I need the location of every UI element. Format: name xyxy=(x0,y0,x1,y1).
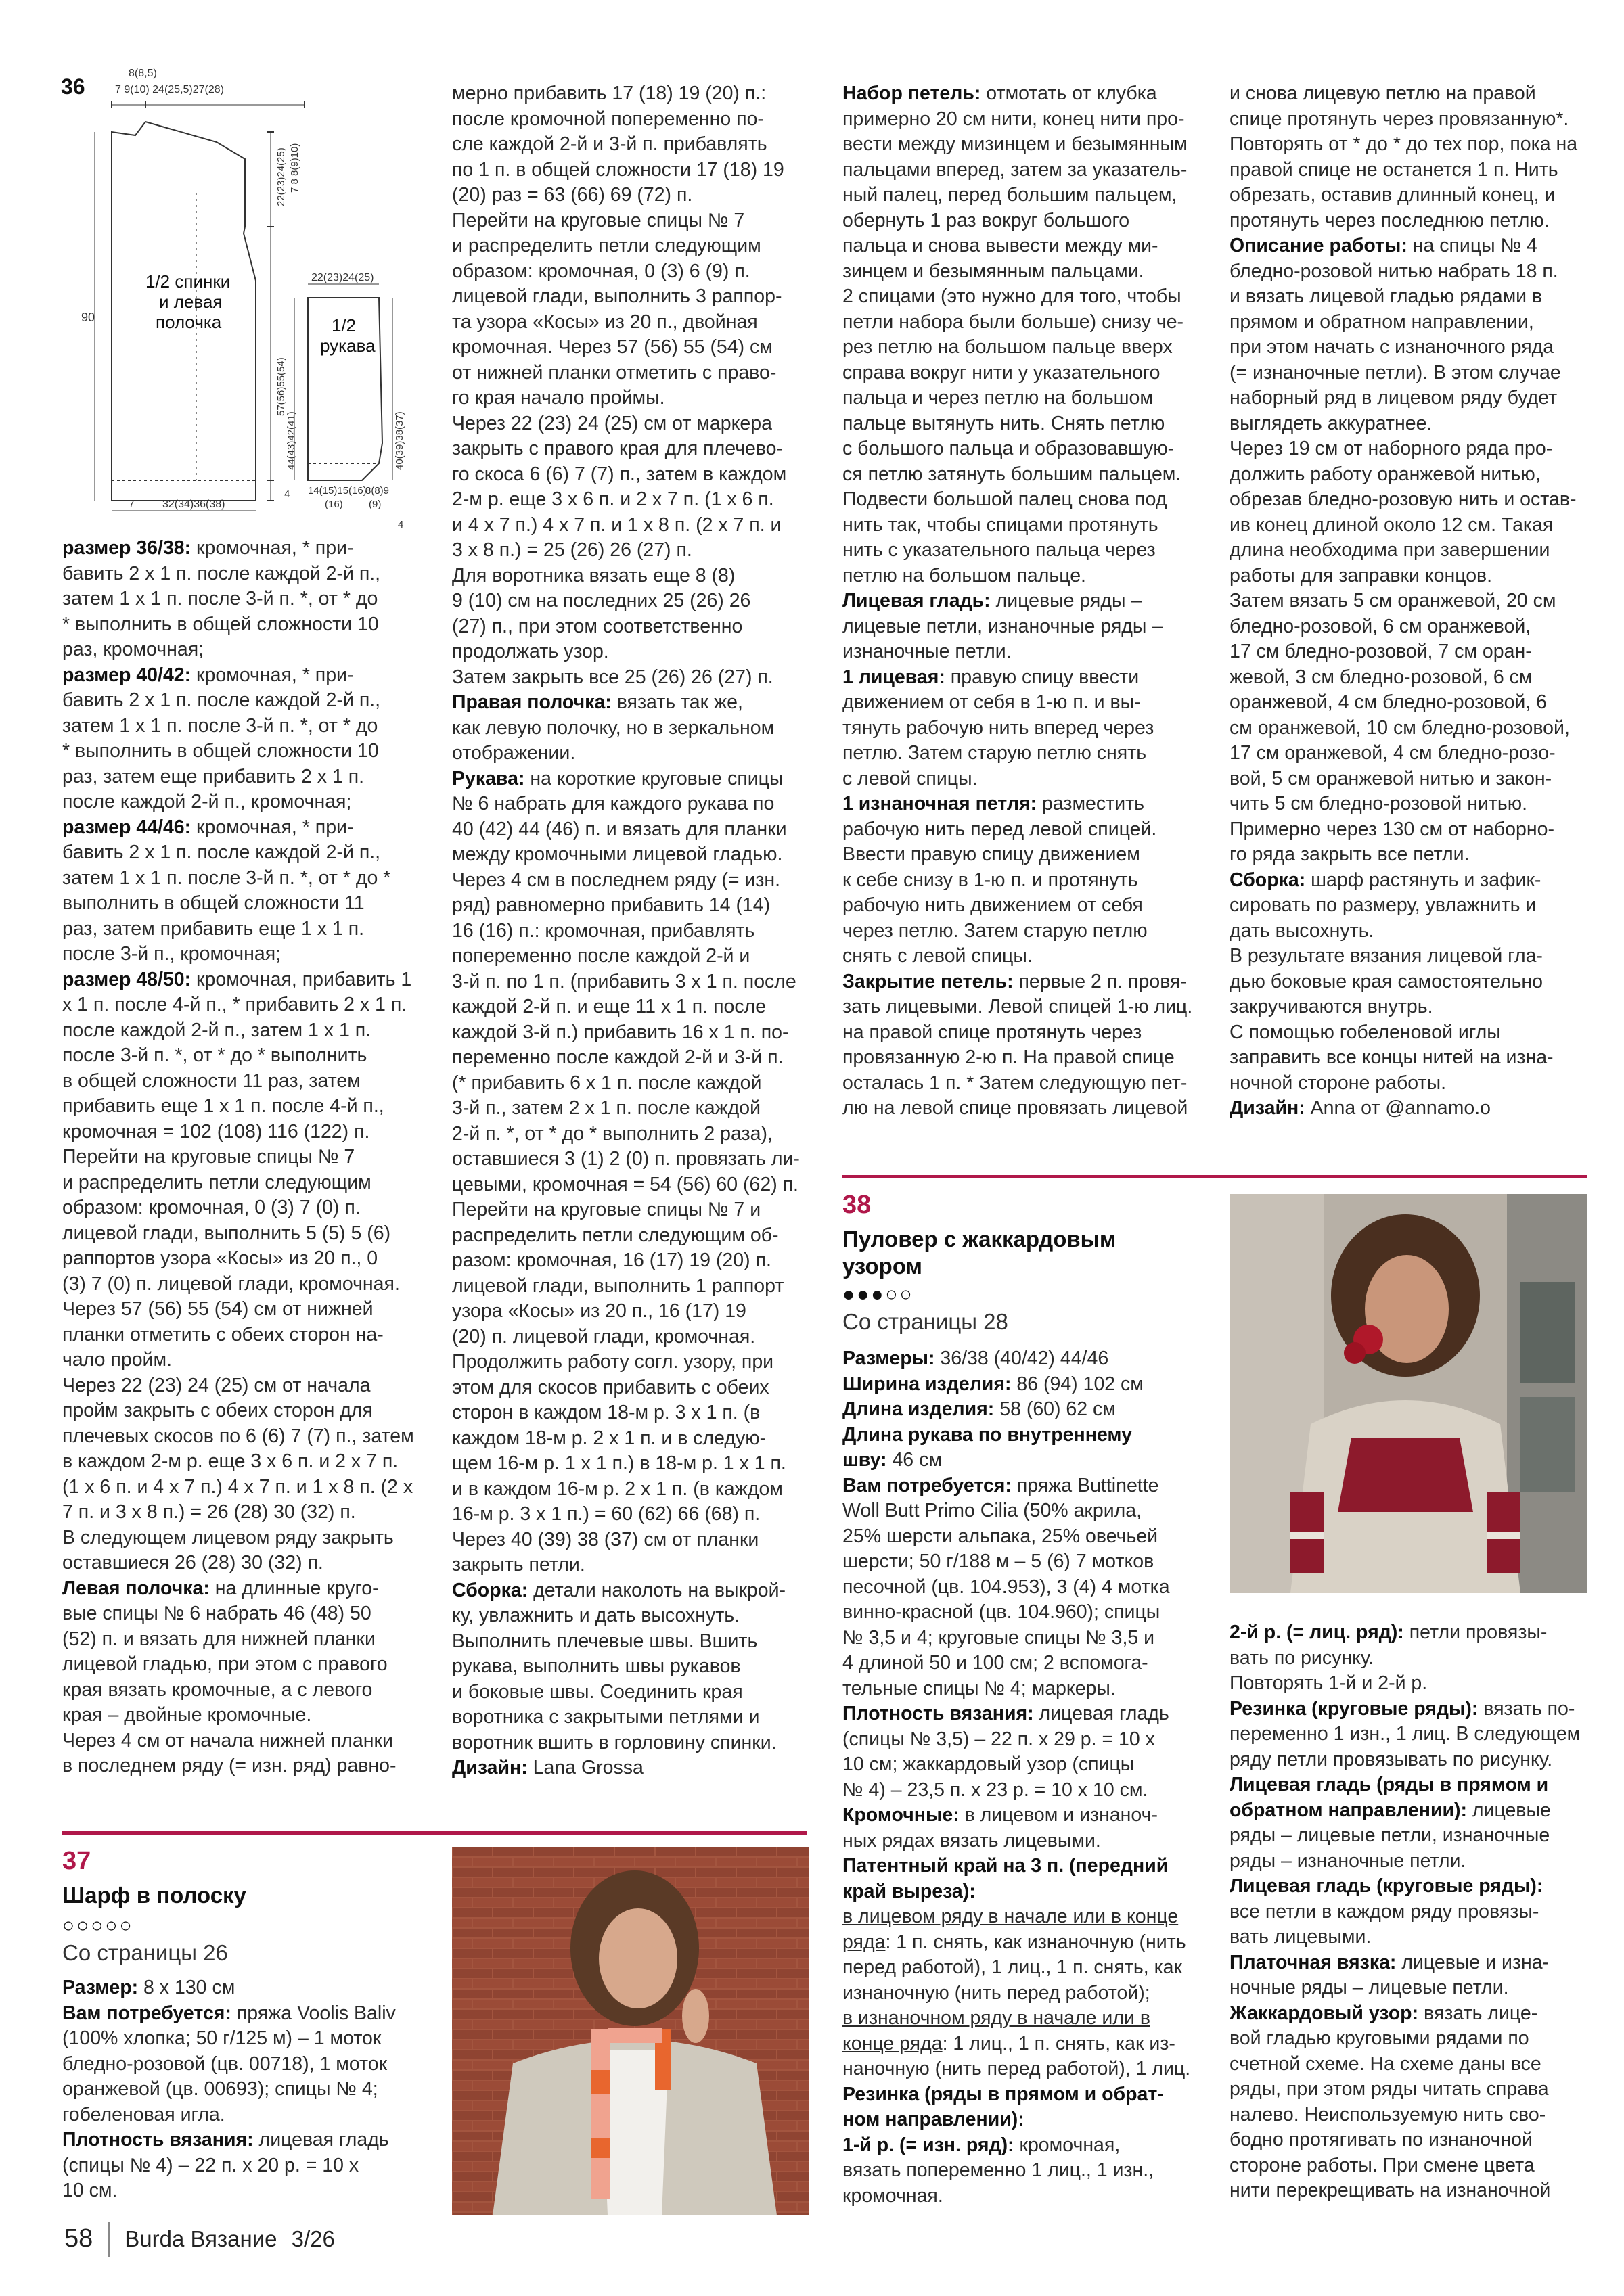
section-38-title: Пуловер с жаккардовым узором xyxy=(842,1226,1116,1279)
column-4-text: и снова лицевую петлю на правой спице протянуть через провязанную*. Повторять от * до * до тех пор, пока на правой спице не останется 1 п. Нить обрезать, оставив длинный конец, и протянуть через последнюю петлю. Описание работы: на спицы № 4 бледно-розовой нитью набрать 18 п. и вязать лицевой гладью рядами в прямом и обратном направлении, при этом начать с изнаночного ряда (= изнаночные петли). В этом случае наборный ряд в лицевом ряду будет выглядеть аккуратнее. Через 19 см от наборного ряда про- должить работу оранжевой нитью, обрезав бледно-розовую нить и остав- ив конец длиной около 12 см. Такая длина необходима при завершении работы для заправки концов. Затем вязать 5 см оранжевой, 20 см бледно-розовой, 6 см оранжевой, 17 см бледно-розовой, 7 см оран- жевой, 3 см бледно-розовой, 6 см оранжевой, 4 см бледно-розовой, 6 см оранжевой, 10 см бледно-розовой, 17 см оранжевой, 4 см бледно-розо- вой, 5 см оранжевой нитью и закон- чить 5 см бледно-розовой нитью. Примерно через 130 см от наборно- го ряда закрыть все петли. Сборка: шарф растянуть и зафик- сировать по размеру, увлажнить и дать высохнуть. В результате вязания лицевой гла- дью боковые края самостоятельно закручиваются внутрь. С помощью гобеленовой иглы заправить все концы нитей на изна- ночной стороне работы. Дизайн: Anna от @annamo.o xyxy=(1230,83,1578,1119)
sweater-photo xyxy=(1230,1194,1587,1593)
schematic-back-label-1: 1/2 спинки xyxy=(145,271,231,292)
schematic-sleeve-label-2: рукава xyxy=(320,336,376,356)
schematic-sleeve-label-1: 1/2 xyxy=(332,315,357,336)
schematic-back-label-2: и левая xyxy=(159,292,223,312)
section-38-right-text: 2-й р. (= лиц. ряд): петли провязы- вать по рисунку. Повторять 1-й и 2-й р. Резинка (круговые ряды): вязать по- переменно 1 изн., 1 лиц. В следующем ряду петли провязывать по рисунку. Лицевая гладь (ряды в прямом и обратном направлении): лицевые ряды – лицевые петли, изнаночные ряды – изнаночные петли. Лицевая гладь (круговые ряды): все петли в каждом ряду провязы- вать лицевыми. Платочная вязка: лицевые и изна- ночные ряды – лицевые петли. Жаккардовый узор: вязать лице- вой гладью круговыми рядами по счетной схеме. На схеме даны все ряды, при этом ряды читать справа налево. Неиспользуемую нить сво- бодно протягивать по изнаночной стороне работы. При смене цвета нити перекрещивать на изнаночной xyxy=(1230,1622,1581,2201)
schematic-sleeve-bottom3: (16) xyxy=(325,499,343,510)
footer-divider xyxy=(108,2222,110,2257)
schematic-right-c: 57(56)55(54) xyxy=(275,357,287,416)
section-37-body: Размер: 8 х 130 см Вам потребуется: пряжа Voolis Baliv (100% хлопка; 50 г/125 м) – 1 моток бледно-розовой (цв. 00718), 1 моток оранжевой (цв. 00693); спицы № 4; гобеленовая игла. Плотность вязания: лицевая гладь (спицы № 4) – 22 п. х 20 р. = 10 х 10 см. xyxy=(62,1977,396,2201)
schematic-left-h: 90 xyxy=(81,311,95,324)
column-1-text: размер 36/38: кромочная, * при- бавить 2 х 1 п. после каждой 2-й п., затем 1 х 1 п. после 3-й п. *, от * до * выполнить в общей сложности 10 раз, кромочная; размер 40/42: кромочная, * при- бавить 2 х 1 п. после каждой 2-й п., затем 1 х 1 п. после 3-й п. *, от * до * выполнить в общей сложности 10 раз, затем еще прибавить 2 х 1 п. после каждой 2-й п., кромочная; размер 44/46: кромочная, * при- бавить 2 х 1 п. после каждой 2-й п., затем 1 х 1 п. после 3-й п. *, от * до * выполнить в общей сложности 11 раз, затем прибавить еще 1 х 1 п. после 3-й п., кромочная; размер 48/50: кромочная, прибавить 1 х 1 п. после 4-й п., * прибавить 2 х 1 п. после каждой 2-й п., затем 1 х 1 п. после 3-й п. *, от * до * выполнить в общей сложности 11 раз, затем прибавить еще 1 х 1 п. после 4-й п., кромочная = 102 (108) 116 (122) п. Перейти на круговые спицы № 7 и распределить петли следующим образом: кромочная, 0 (3) 7 (0) п. лицевой глади, выполнить 5 (5) 5 (6) раппортов узора «Косы» из 20 п., 0 (3) 7 (0) п. лицевой глади, кромочная. Через 57 (56) 55 (54) см от нижней планки отметить с обеих сторон на- чало пройм. Через 22 (23) 24 (25) см от начала пройм закрыть с обеих сторон для плечевых скосов по 6 (6) 7 (7) п., затем в каждом 2-м р. еще 3 х 6 п. и 2 х 7 п. (1 х 6 п. и 4 х 7 п.) 4 х 7 п. и 1 х 8 п. (2 х 7 п. и 3 х 8 п.) = 26 (28) 30 (32) п. В следующем лицевом ряду закрыть оставшиеся 26 (28) 30 (32) п. Левая полочка: на длинные круго- вые спицы № 6 набрать 46 (48) 50 (52) п. и вязать для нижней планки лицевой гладью, при этом с правого края вязать кромочные, а с левого края – двойные кромочные. Через 4 см от начала нижней планки в последнем ряду (= изн. ряд) равно- xyxy=(62,537,414,1776)
page-footer xyxy=(64,2222,335,2257)
schematic-sleeve-left: 44(43)42(41) xyxy=(286,411,297,470)
schematic-bottom-b: 32(34)36(38) xyxy=(162,499,225,510)
page-number: 58 xyxy=(64,2224,93,2253)
schematic-right-b: 22(23)24(25) xyxy=(275,147,287,206)
magazine-title: Burda Вязание xyxy=(125,2226,277,2252)
schematic-sleeve-bottom: 14(15)15(16) xyxy=(308,485,367,497)
section-37-rule xyxy=(62,1831,807,1835)
schematic-sleeve-right: 40(39)38(37) xyxy=(394,411,405,470)
schematic-top-b: 7 9(10) 24(25,5)27(28) xyxy=(115,84,224,95)
scarf-photo xyxy=(452,1847,809,2215)
section-37-title: Шарф в полоску xyxy=(62,1883,246,1908)
section-37-difficulty: ○○○○○ xyxy=(62,1914,134,1937)
schematic-sleeve-bottom2: 8(8)9 xyxy=(365,485,390,497)
section-38-body: Размеры: 36/38 (40/42) 44/46 Ширина изделия: 86 (94) 102 см Длина изделия: 58 (60) 62 см Длина рукава по внутреннему шву: 46 см Вам потребуется: пряжа Buttinette Woll Butt Primo Cilia (50% акрила, 25% шерсти альпака, 25% овечьей шерсти; 50 г/188 м – 5 (6) 7 мотков песочной (цв. 104.953), 3 (4) 4 мотка винно-красной (цв. 104.960); спицы № 3,5 и 4; круговые спицы № 3,5 и 4 длиной 50 и 100 см; 2 вспомога- тельные спицы № 4; маркеры. Плотность вязания: лицевая гладь (спицы № 3,5) – 22 п. х 29 р. = 10 х 10 см; жаккардовый узор (спицы № 4) – 23,5 п. х 23 р. = 10 х 10 см. Кромочные: в лицевом и изнаноч- ных рядах вязать лицевыми. Патентный край на 3 п. (передний край выреза): в лицевом ряду в начале или в конце ряда: 1 п. снять, как изнаночную (нить перед работой), 1 лиц., 1 п. снять, как изнаночную (нить перед работой); в изнаночном ряду в начале или в конце ряда: 1 лиц., 1 п. снять, как из- наночную (нить перед работой), 1 лиц. Резинка (ряды в прямом и обрат- ном направлении): 1-й р. (= изн. ряд): кромочная, вязать попеременно 1 лиц., 1 изн., кромочная. xyxy=(842,1348,1191,2207)
section-38-difficulty: ●●●○○ xyxy=(842,1283,914,1306)
schematic-sleeve-top: 22(23)24(25) xyxy=(311,272,374,283)
schematic xyxy=(61,64,447,530)
schematic-back-label-3: полочка xyxy=(156,312,222,332)
schematic-sleeve-rd: 4 xyxy=(398,519,404,530)
schematic-drawing xyxy=(61,64,447,530)
schematic-top-a: 8(8,5) xyxy=(129,68,157,79)
section-38-from-page: Со страницы 28 xyxy=(842,1309,1008,1334)
schematic-bottom-a: 7 xyxy=(129,499,135,510)
issue-number: 3/26 xyxy=(291,2226,335,2252)
schematic-right-d: 4 xyxy=(284,488,290,500)
section-38-number: 38 xyxy=(842,1191,872,1219)
schematic-number: 36 xyxy=(61,74,85,99)
column-3-text: Набор петель: отмотать от клубка примерно 20 см нити, конец нити про- вести между мизинцем и безымянным пальцами вперед, затем за указатель- ный палец, перед большим пальцем, обернуть 1 раз вокруг большого пальца и снова вывести между ми- зинцем и безымянным пальцами. 2 спицами (это нужно для того, чтобы петли набора были больше) снизу че- рез петлю на большом пальце вверх справа вокруг нити у указательного пальца и через петлю на большом пальце вытянуть нить. Снять петлю с большого пальца и образовавшую- ся петлю затянуть большим пальцем. Подвести большой палец снова под нить так, чтобы спицами протянуть нить с указательного пальца через петлю на большом пальце. Лицевая гладь: лицевые ряды – лицевые петли, изнаночные ряды – изнаночные петли. 1 лицевая: правую спицу ввести движением от себя в 1-ю п. и вы- тянуть рабочую нить вперед через петлю. Затем старую петлю снять с левой спицы. 1 изнаночная петля: разместить рабочую нить перед левой спицей. Ввести правую спицу движением к себе снизу в 1-ю п. и протянуть рабочую нить движением от себя через петлю. Затем старую петлю снять с левой спицы. Закрытие петель: первые 2 п. провя- зать лицевыми. Левой спицей 1-ю лиц. на правой спице протянуть через провязанную 2-ю п. На правой спице осталась 1 п. * Затем следующую пет- лю на левой спице провязать лицевой xyxy=(842,83,1193,1119)
section-37-number: 37 xyxy=(62,1847,91,1875)
schematic-sleeve-bottom4: (9) xyxy=(369,499,382,510)
column-2-text: мерно прибавить 17 (18) 19 (20) п.: после кромочной попеременно по- сле каждой 2-й и 3-й п. прибавлять по 1 п. в общей сложности 17 (18) 19 (20) раз = 63 (66) 69 (72) п. Перейти на круговые спицы № 7 и распределить петли следующим образом: кромочная, 0 (3) 6 (9) п. лицевой глади, выполнить 3 раппор- та узора «Косы» из 20 п., двойная кромочная. Через 57 (56) 55 (54) см от нижней планки отметить с право- го края начало проймы. Через 22 (23) 24 (25) см от маркера закрыть с правого края для плечево- го скоса 6 (6) 7 (7) п., затем в каждом 2-м р. еще 3 х 6 п. и 2 х 7 п. (1 х 6 п. и 4 х 7 п.) 4 х 7 п. и 1 х 8 п. (2 х 7 п. и 3 х 8 п.) = 25 (26) 26 (27) п. Для воротника вязать еще 8 (8) 9 (10) см на последних 25 (26) 26 (27) п., при этом соответственно продолжать узор. Затем закрыть все 25 (26) 26 (27) п. Правая полочка: вязать так же, как левую полочку, но в зеркальном отображении. Рукава: на короткие круговые спицы № 6 набрать для каждого рукава по 40 (42) 44 (46) п. и вязать для планки между кромочными лицевой гладью. Через 4 см в последнем ряду (= изн. ряд) равномерно прибавить 14 (14) 16 (16) п.: кромочная, прибавлять попеременно после каждой 2-й и 3-й п. по 1 п. (прибавить 3 х 1 п. после каждой 2-й п. и еще 11 х 1 п. после каждой 3-й п.) прибавить 16 х 1 п. по- переменно после каждой 2-й и 3-й п. (* прибавить 6 х 1 п. после каждой 3-й п., затем 2 х 1 п. после каждой 2-й п. *, от * до * выполнить 2 раза), оставшиеся 3 (1) 2 (0) п. провязать ли- цевыми, кромочная = 54 (56) 60 (62) п. Перейти на круговые спицы № 7 и распределить петли следующим об- разом: кромочная, 16 (17) 19 (20) п. лицевой глади, выполнить 1 раппорт узора «Косы» из 20 п., 16 (17) 19 (20) п. лицевой глади, кромочная. Продолжить работу согл. узору, при этом для скосов прибавить с обеих сторон в каждом 18-м р. 3 х 1 п. (в каждом 18-м р. 2 х 1 п. и в следую- щем 16-м р. 1 х 1 п.) в 18-м р. 1 х 1 п. и в каждом 16-м р. 2 х 1 п. (в каждом 16-м р. 3 х 1 п.) = 60 (62) 66 (68) п. Через 40 (39) 38 (37) см от планки закрыть петли. Сборка: детали наколоть на выкрой- ку, увлажнить и дать высохнуть. Выполнить плечевые швы. Вшить рукава, выполнить швы рукавов и боковые швы. Соединить края воротника с закрытыми петлями и воротник вшить в горловину спинки. Дизайн: Lana Grossa xyxy=(452,83,800,1778)
schematic-right-a: 7 8 8(9)10) xyxy=(289,143,300,193)
section-37-from-page: Со страницы 26 xyxy=(62,1940,228,1965)
section-38-rule xyxy=(842,1175,1587,1178)
